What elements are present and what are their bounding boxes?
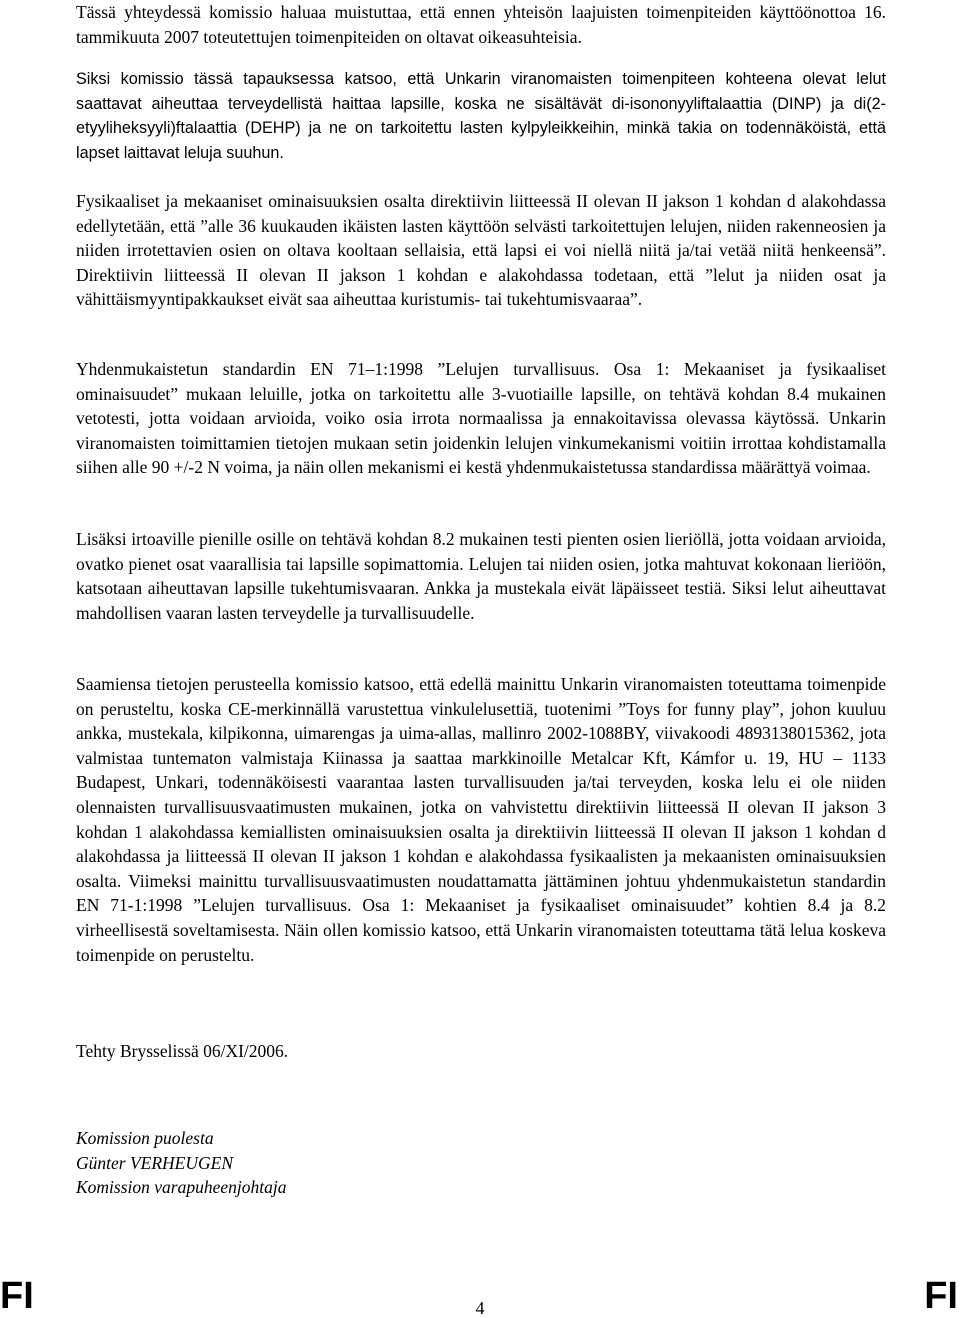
paragraph-phthalates-assessment: Siksi komissio tässä tapauksessa katsoo, että Unkarin viranomaisten toimenpiteen kohteena olevat lelut saattavat aiheuttaa terveydellistä haittaa lapsille, koska ne sisältävät di-isononyyliftalaattia (DINP) ja di(2-etyyliheksyyli)ftalaattia (DEHP) ja ne on tarkoitettu lasten kylpyleikkeihin, minkä takia on todennäköistä, että lapset laittavat leluja suuhun. — [76, 70, 886, 162]
signature-on-behalf: Komission puolesta — [76, 1128, 214, 1148]
signatory-name: Günter VERHEUGEN — [76, 1152, 233, 1173]
paragraph-physical-mechanical-requirements: Fysikaaliset ja mekaaniset ominaisuuksien osalta direktiivin liitteessä II olevan II jakson 1 kohdan d alakohdassa edellytetään, että ”alle 36 kuukauden ikäisten lasten käyttöön selvästi tarkoitettujen lelujen, niiden rakenneosien ja niiden irrotettavien osien on oltava kooltaan sellaisia, että lapsi ei voi niellä niitä ja/tai vetää niitä henkeensä”. Direktiivin liitteessä II olevan II jakson 1 kohdan e alakohdassa todetaan, että ”lelut ja niiden osat ja vähittäismyyntipakkaukset eivät saa aiheuttaa kuristumis- tai tukehtumisvaaraa”. — [76, 191, 886, 310]
paragraph-standard-tension-test: Yhdenmukaistetun standardin EN 71‒1:1998 ”Lelujen turvallisuus. Osa 1: Mekaaniset ja fysikaaliset ominaisuudet” mukaan leluille, jotka on tarkoitettu alle 3-vuotiaille lapsille, on tehtävä kohdan 8.4 mukainen vetotesti, jotta voidaan arvioida, voiko osia irrota normaalissa ja ennakoitavissa olevassa käytössä. Unkarin viranomaisten toimittamien tietojen mukaan setin joidenkin lelujen vinkumekanismi voitiin irrottaa kohdistamalla siihen alle 90 +/-2 N voima, ja näin ollen mekanismi ei kestä yhdenmukaistetussa standardissa määrättyä voimaa. — [76, 359, 886, 478]
paragraph-proportionality-note: Tässä yhteydessä komissio haluaa muistuttaa, että ennen yhteisön laajuisten toimenpiteiden käyttöönottoa 16. tammikuuta 2007 toteutettujen toimenpiteiden on oltavat oikeasuhteisia. — [76, 2, 886, 47]
paragraph-commission-conclusion: Saamiensa tietojen perusteella komissio katsoo, että edellä mainittu Unkarin viranomaisten toteuttama toimenpide on perusteltu, koska CE-merkinnällä varustettua vinkulelusettiä, tuotenimi ”Toys for funny play”, johon kuuluu ankka, mustekala, kilpikonna, uimarengas ja uima-allas, mallinro 2002-1088BY, viivakoodi 4893138015362, jota valmistaa tuntematon valmistaja Kiinassa ja saattaa markkinoille Metalcar Kft, Kámfor u. 19, HU ‒ 1133 Budapest, Unkari, todennäköisesti vaarantaa lasten turvallisuuden ja/tai terveyden, koska lelu ei ole niiden olennaisten turvallisuusvaatimusten mukainen, jotka on vahvistettu direktiivin liitteessä II olevan II jakson 3 kohdan 1 alakohdassa kemiallisten ominaisuuksien osalta ja direktiivin liitteessä II olevan II jakson 1 kohdan d alakohdassa ja liitteessä II olevan II jakson 1 kohdan e alakohdassa fysikaalisten ja mekaanisten ominaisuuksien osalta. Viimeksi mainittu turvallisuusvaatimusten noudattamatta jättäminen johtuu yhdenmukaistetun standardin EN 71-1:1998 ”Lelujen turvallisuus. Osa 1: Mekaaniset ja fysikaaliset ominaisuudet” kohtien 8.4 ja 8.2 virheellisestä soveltamisesta. Näin ollen komissio katsoo, että Unkarin viranomaisten toteuttama tätä lelua koskeva toimenpide on perusteltu. — [76, 674, 886, 965]
paragraph-small-parts-test: Lisäksi irtoaville pienille osille on tehtävä kohdan 8.2 mukainen testi pienten osien lieriöllä, jotta voidaan arvioida, ovatko pienet osat vaarallisia tai lapsille sopimattomia. Lelujen tai niiden osien, jotka mahtuvat kokonaan lieriöön, katsotaan aiheuttavan lapsille tukehtumisvaaran. Ankka ja mustekala eivät läpäisseet testiä. Siksi lelut aiheuttavat mahdollisen vaaran lasten terveydelle ja turvallisuudelle. — [76, 529, 886, 623]
signatory-title: Komission varapuheenjohtaja — [76, 1177, 287, 1198]
page-number: 4 — [475, 1298, 485, 1318]
footer-language-code-right: FI — [924, 1275, 958, 1317]
footer-language-code-left: FI — [0, 1275, 34, 1317]
signature-block — [76, 1126, 286, 1200]
paragraph-place-date: Tehty Brysselissä 06/XI/2006. — [76, 1041, 289, 1061]
